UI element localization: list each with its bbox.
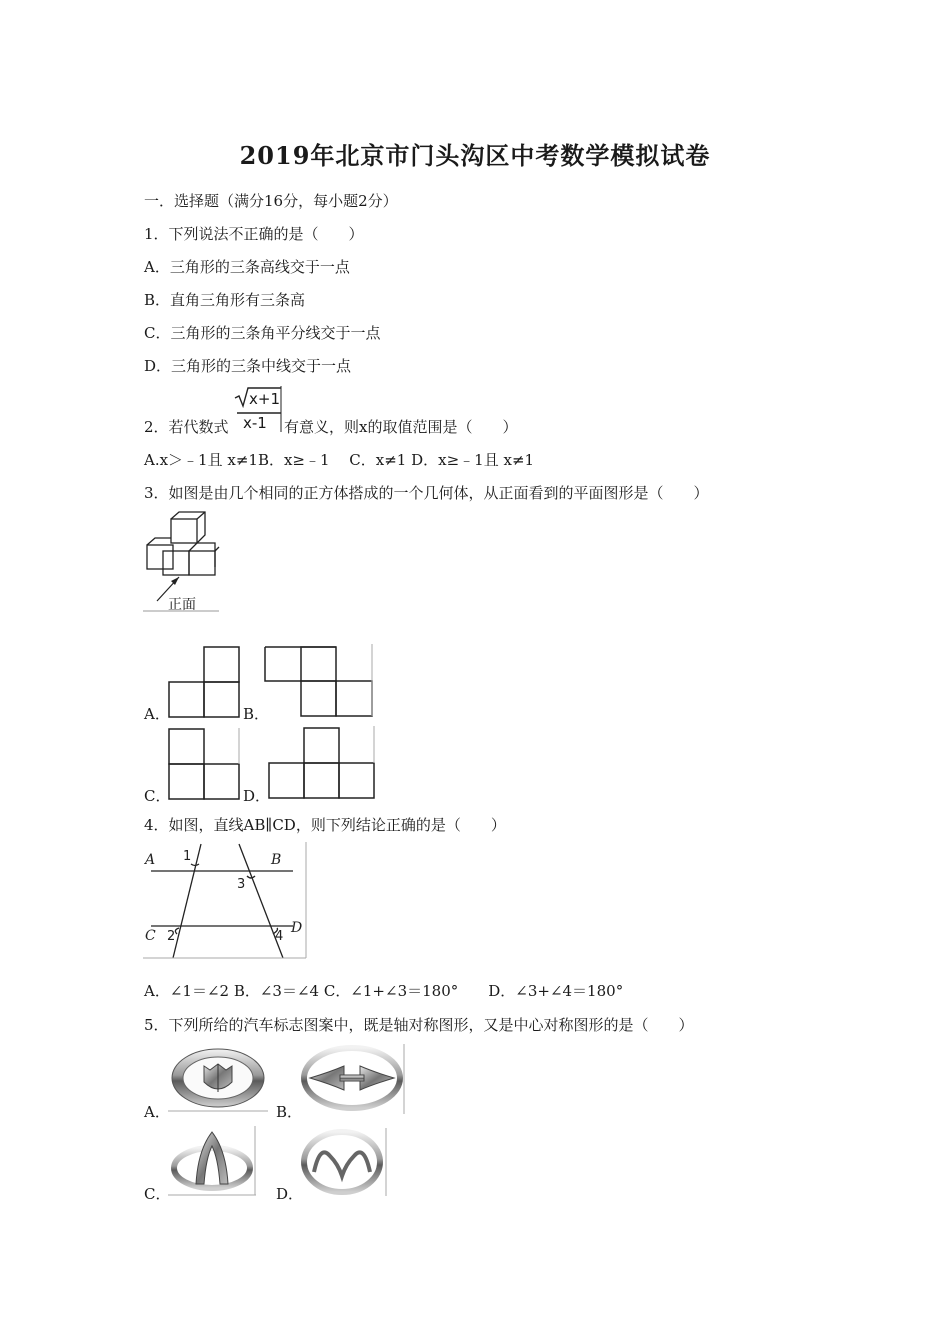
q1-option-c: C．三角形的三条角平分线交于一点 (144, 324, 381, 342)
q4-label-c: C (145, 928, 156, 944)
page-title: 2019年北京市门头沟区中考数学模拟试卷 (239, 141, 711, 170)
q4-angle-3: 3 (237, 877, 246, 892)
q2-frac-denominator: x-1 (243, 414, 267, 432)
q5-option-d-logo (300, 1128, 388, 1198)
q3-label-a: A． (144, 705, 170, 723)
q3-label-d: D． (243, 787, 271, 805)
q2-frac-numerator: x+1 (249, 390, 280, 408)
q2-options: A.x＞﹣1且 x≠1B．x≥﹣1 C．x≠1 D．x≥﹣1且 x≠1 (144, 451, 535, 469)
q4-angle-2: 2 (167, 929, 176, 944)
q2-stem-before: 2．若代数式 (144, 418, 229, 436)
q5-label-d: D． (276, 1185, 304, 1203)
q4-label-d: D (291, 920, 303, 936)
q4-parallel-lines-figure (143, 842, 308, 960)
q4-label-a: A (145, 852, 156, 868)
q4-angle-1: 1 (183, 849, 192, 864)
q5-label-c: C． (144, 1185, 171, 1203)
q2-stem-after: 有意义，则x的取值范围是（ ） (284, 418, 518, 436)
q4-options: A．∠1＝∠2 B．∠3＝∠4 C．∠1+∠3＝180° D．∠3+∠4＝180° (144, 982, 624, 1000)
q4-label-b: B (271, 852, 282, 868)
q3-option-d-figure (268, 726, 378, 800)
q3-option-c-figure (168, 728, 240, 800)
q1-option-b: B．直角三角形有三条高 (144, 291, 306, 309)
q1-option-a: A．三角形的三条高线交于一点 (144, 258, 350, 276)
q5-option-b-logo (300, 1044, 406, 1114)
q5-stem: 5．下列所给的汽车标志图案中，既是轴对称图形，又是中心对称图形的是（ ） (144, 1016, 694, 1034)
q5-label-b: B． (276, 1103, 303, 1121)
q3-label-c: C． (144, 787, 171, 805)
q1-option-d: D．三角形的三条中线交于一点 (144, 357, 352, 375)
q3-front-label: 正面 (168, 597, 196, 613)
q5-label-a: A． (144, 1103, 170, 1121)
q3-option-b-figure (264, 644, 374, 718)
q3-stem: 3．如图是由几个相同的正方体搭成的一个几何体，从正面看到的平面图形是（ ） (144, 484, 709, 502)
q3-option-a-figure (168, 646, 240, 718)
q5-option-a-logo (168, 1046, 268, 1112)
q4-stem: 4．如图，直线AB∥CD，则下列结论正确的是（ ） (144, 816, 506, 834)
q5-option-c-logo (168, 1126, 256, 1196)
q4-angle-4: 4 (275, 929, 284, 944)
section-header: 一．选择题（满分16分，每小题2分） (144, 192, 398, 210)
q1-stem: 1．下列说法不正确的是（ ） (144, 225, 364, 243)
q3-label-b: B． (243, 705, 270, 723)
q2-fraction (235, 386, 281, 434)
